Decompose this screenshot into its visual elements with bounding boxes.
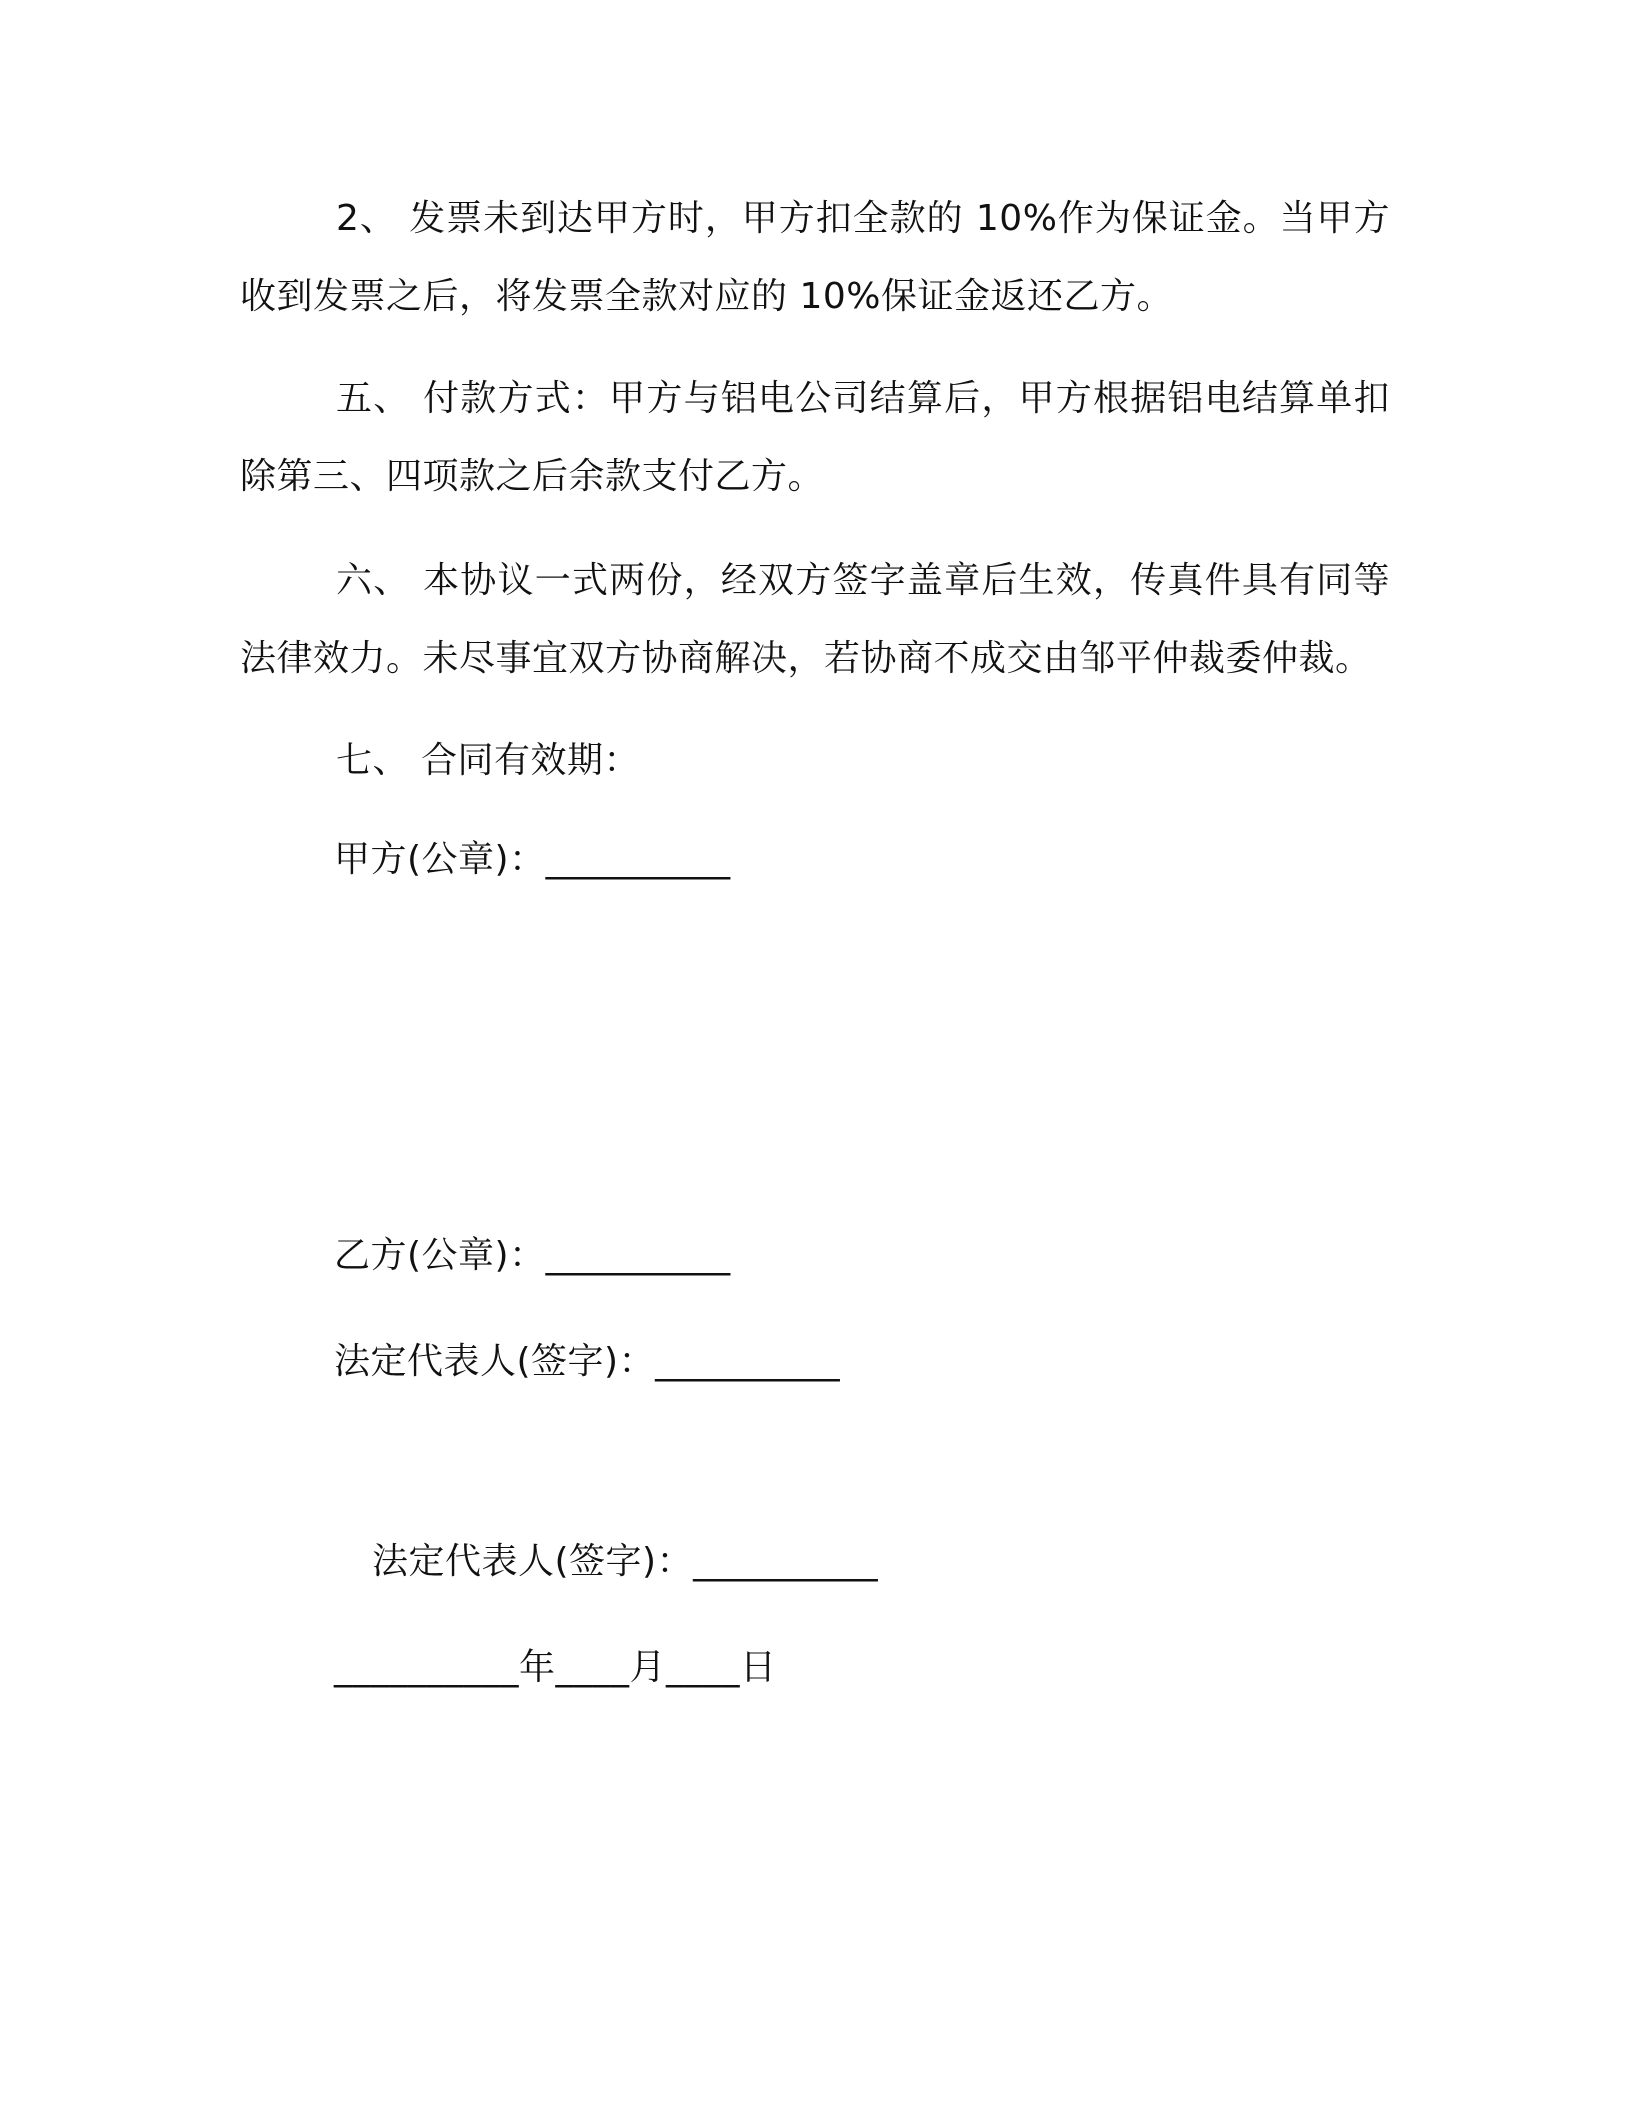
party-a-seal-line: 甲方(公章)：__________ [334, 839, 731, 880]
party-b-seal-line: 乙方(公章)：__________ [334, 1235, 731, 1276]
clause-7-contract-term: 七、 合同有效期： [336, 740, 640, 781]
signing-date-line: __________年____月____日 [334, 1647, 777, 1688]
legal-representative-signature-1: 法定代表人(签字)：__________ [334, 1341, 841, 1382]
clause-6-agreement-copies: 六、 本协议一式两份，经双方签字盖章后生效，传真件具有同等法律效力。未尽事宜双方协商解决，若协商不成交由邹平仲裁委仲裁。 [240, 560, 1390, 679]
legal-representative-signature-2: 法定代表人(签字)：__________ [372, 1541, 879, 1582]
clause-5-payment-method: 五、 付款方式：甲方与铝电公司结算后，甲方根据铝电结算单扣除第三、四项款之后余款支付乙方。 [240, 378, 1390, 497]
clause-2-invoice-deposit: 2、 发票未到达甲方时，甲方扣全款的 10%作为保证金。当甲方收到发票之后，将发票全款对应的 10%保证金返还乙方。 [240, 198, 1390, 317]
